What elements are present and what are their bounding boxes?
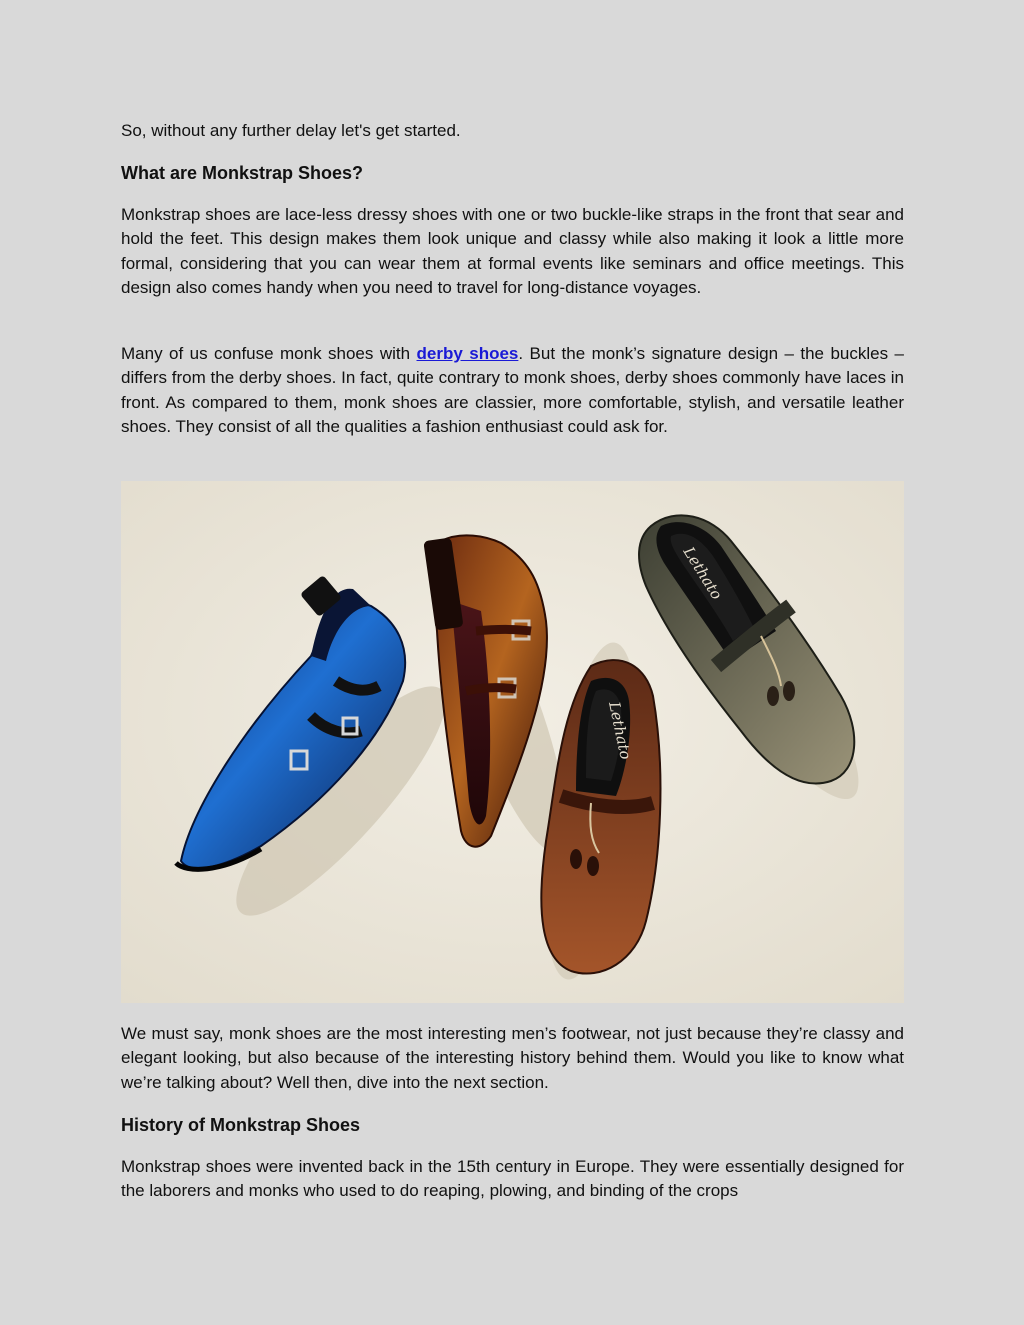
monkstrap-shoes-photo [121, 481, 904, 1003]
paragraph-comparison [121, 342, 904, 440]
brown-loafer-tassel-left [570, 849, 582, 869]
brown-loafer-tassel-right [587, 856, 599, 876]
paragraph-comparison-end: . But the monk’s signature design – the buckles – differs from the derby shoes. In fact, quite contrary to monk shoes, derby shoes commonly have laces in front. As compared to them, monk shoes are classier, more comfortable, stylish, and versatile leather shoes. They consist of all the qualities a fashion enthusiast could ask for. [121, 344, 904, 437]
paragraph-definition: Monkstrap shoes are lace-less dressy shoes with one or two buckle-like straps in the front that sear and hold the feet. This design makes them look unique and classy while also making it look a little more formal, considering that you can wear them at formal events like seminars and office meetings. This design also comes handy when you need to travel for long-distance voyages. [121, 205, 904, 298]
olive-loafer-tassel-right [783, 681, 795, 701]
derby-shoes-link[interactable]: derby shoes [416, 344, 519, 363]
paragraph-comparison-start: Many of us confuse monk shoes with [121, 344, 417, 363]
intro-text: So, without any further delay let's get started. [121, 121, 461, 140]
heading-history: History of Monkstrap Shoes [121, 1115, 361, 1135]
paragraph-history: Monkstrap shoes were invented back in the 15th century in Europe. They were essentially designed for the laborers and monks who used to do reaping, plowing, and binding of the crops [121, 1157, 904, 1201]
olive-loafer-insole-logo: Lethato [679, 543, 726, 603]
brown-loafer-insole-logo: Lethato [605, 700, 635, 762]
heading-what-are-monkstrap: What are Monkstrap Shoes? [121, 163, 364, 183]
paragraph-interesting: We must say, monk shoes are the most interesting men’s footwear, not just because they’re classy and elegant looking, but also because of the interesting history behind them. Would you like to know what we’re talking about? Well then, dive into the next section. [121, 1024, 904, 1092]
olive-loafer-tassel-left [767, 686, 779, 706]
